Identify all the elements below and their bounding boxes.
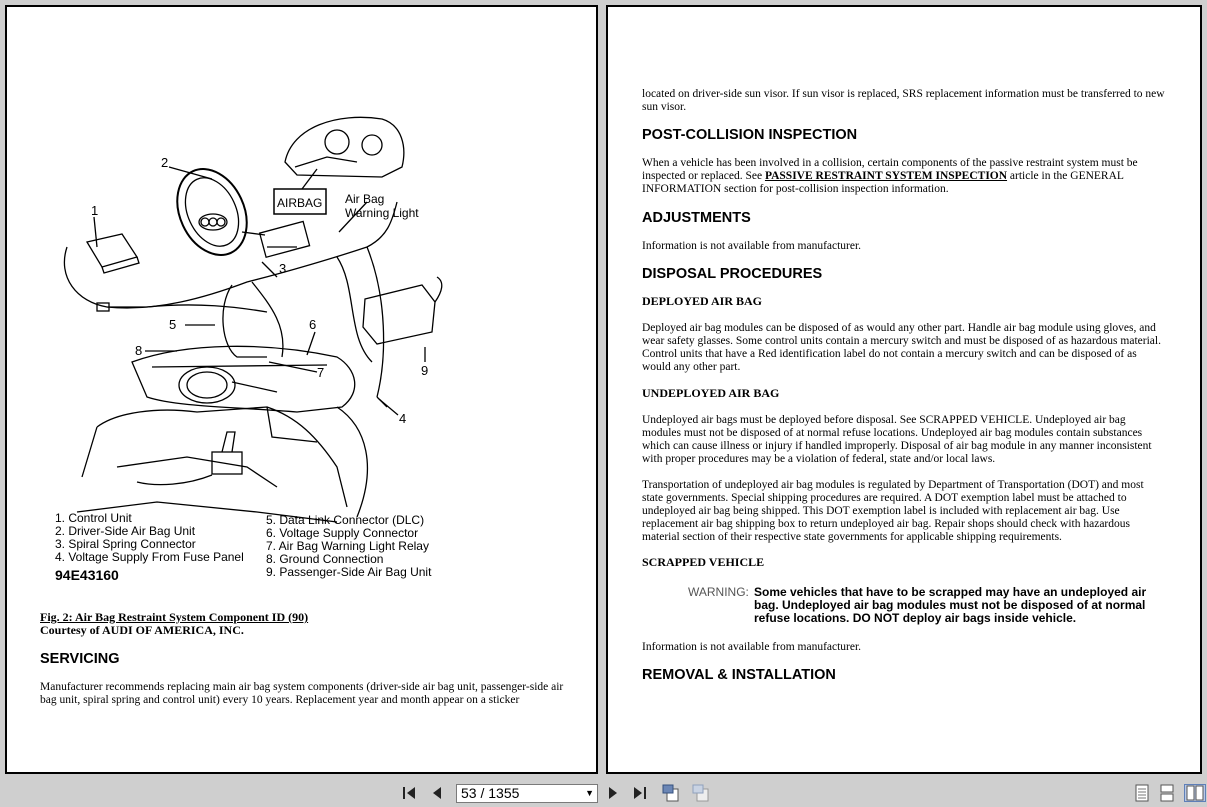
post-collision-text-a: When a vehicle has been involved in a collision, certain components of the passive restraint system must be inspected or replaced. See (642, 157, 1138, 182)
legend-item: 7. Air Bag Warning Light Relay (266, 539, 429, 553)
callout-1: 1 (91, 203, 99, 218)
figure-code: 94E43160 (55, 567, 119, 583)
legend-item: 1. Control Unit (55, 511, 132, 525)
caption-credit: Courtesy of AUDI OF AMERICA, INC. (40, 623, 244, 637)
figure-legend-left (55, 512, 244, 564)
warning-text: Some vehicles that have to be scrapped may have an undeployed air bag. Undeployed air bag modules must not be disposed of at normal refuse locations. DO NOT deploy air bags inside vehicle. (754, 585, 1147, 625)
left-page (5, 5, 598, 774)
adjustments-text: Information is not available from manufacturer. (642, 240, 862, 252)
legend-item: 9. Passenger-Side Air Bag Unit (266, 565, 432, 579)
warning-label: WARNING: (688, 585, 749, 599)
next-page-icon[interactable] (604, 784, 622, 802)
single-page-view-icon[interactable] (1133, 784, 1151, 802)
fit-page-icon[interactable] (690, 784, 712, 802)
scrapped-text: Information is not available from manufacturer. (642, 641, 862, 653)
legend-item: 4. Voltage Supply From Fuse Panel (55, 550, 244, 564)
prev-page-icon[interactable] (428, 784, 446, 802)
figure-caption (40, 611, 308, 637)
servicing-text: Manufacturer recommends replacing main air bag system components (driver-side air bag unit, passenger-side air bag unit, spiral spring and control unit) every 10 years. Replacement year and month appear on a sticker (40, 681, 564, 706)
navigation-toolbar (0, 780, 1207, 807)
callout-2: 2 (161, 155, 169, 170)
scrapped-heading: SCRAPPED VEHICLE (642, 555, 765, 569)
airbag-label: AIRBAG (277, 196, 323, 210)
undeployed-heading: UNDEPLOYED AIR BAG (642, 386, 780, 400)
intro-text: located on driver-side sun visor. If sun visor is replaced, SRS replacement information must be transferred to new sun visor. (642, 88, 1165, 113)
passive-restraint-link[interactable]: PASSIVE RESTRAINT SYSTEM INSPECTION (764, 170, 1008, 182)
callout-3: 3 (279, 261, 287, 276)
post-collision-heading: POST-COLLISION INSPECTION (642, 127, 858, 143)
facing-view-icon[interactable] (1184, 784, 1206, 802)
deployed-heading: DEPLOYED AIR BAG (642, 294, 763, 308)
figure-legend-right (266, 514, 431, 579)
callout-8: 8 (135, 343, 143, 358)
callout-6: 6 (309, 317, 317, 332)
callout-4: 4 (399, 411, 407, 426)
continuous-view-icon[interactable] (1158, 784, 1176, 802)
servicing-heading: SERVICING (40, 651, 120, 667)
removal-heading: REMOVAL & INSTALLATION (642, 667, 836, 683)
page-indicator: 53 / 1355 (461, 785, 520, 801)
legend-item: 6. Voltage Supply Connector (266, 526, 419, 540)
legend-item: 8. Ground Connection (266, 552, 384, 566)
post-collision-text (642, 157, 1167, 196)
deployed-text: Deployed air bag modules can be disposed of as would any other part. Handle air bag module using gloves, and wear safety glasses. Some control units contain a mercury switch and must be disposed of as hazardous material. Control units that have a Red identification label do not contain a mercury switch and can be disposed of as would any other part. (642, 322, 1161, 373)
legend-item: 5. Data Link Connector (DLC) (266, 513, 425, 527)
callout-7: 7 (317, 365, 325, 380)
legend-item: 3. Spiral Spring Connector (55, 537, 196, 551)
adjustments-heading: ADJUSTMENTS (642, 210, 751, 226)
post-collision-text-b: article in the GENERAL INFORMATION section for post-collision inspection information. (642, 170, 1124, 195)
callout-9: 9 (421, 363, 429, 378)
undeployed-text-1: Undeployed air bags must be deployed before disposal. See SCRAPPED VEHICLE. Undeployed air bag modules must not be disposed of at normal refuse locations. Undeployed air bag modules contain substances which can cause illness or injury if handled improperly. Disposal of air bag module in any manner inconsistent with proper procedures may be a violation of federal, state and/or local laws. (642, 414, 1152, 465)
page-number-selector[interactable] (456, 784, 598, 803)
undeployed-text-2: Transportation of undeployed air bag modules is regulated by Department of Transportation (DOT) and most state governments. Special shipping procedures are required. A DOT exemption label must be attached to undeployed air bag being shipped. This DOT exemption label is included with replacement air bag. Use replacement air bag shipping box to return undeployed air bag. Repair shops should check with hazardous material section of their respective state governments for applicable shipping requirements. (642, 479, 1144, 543)
chevron-down-icon: ▼ (585, 788, 594, 798)
first-page-icon[interactable] (400, 784, 418, 802)
legend-item: 2. Driver-Side Air Bag Unit (55, 524, 196, 538)
rotate-icon[interactable] (660, 784, 682, 802)
caption-title: Fig. 2: Air Bag Restraint System Component ID (90) (40, 610, 309, 624)
right-page (606, 5, 1202, 774)
last-page-icon[interactable] (630, 784, 650, 802)
disposal-heading: DISPOSAL PROCEDURES (642, 266, 823, 282)
warning-light-label-2: Warning Light (345, 206, 419, 220)
warning-light-label-1: Air Bag (345, 192, 385, 206)
callout-5: 5 (169, 317, 177, 332)
